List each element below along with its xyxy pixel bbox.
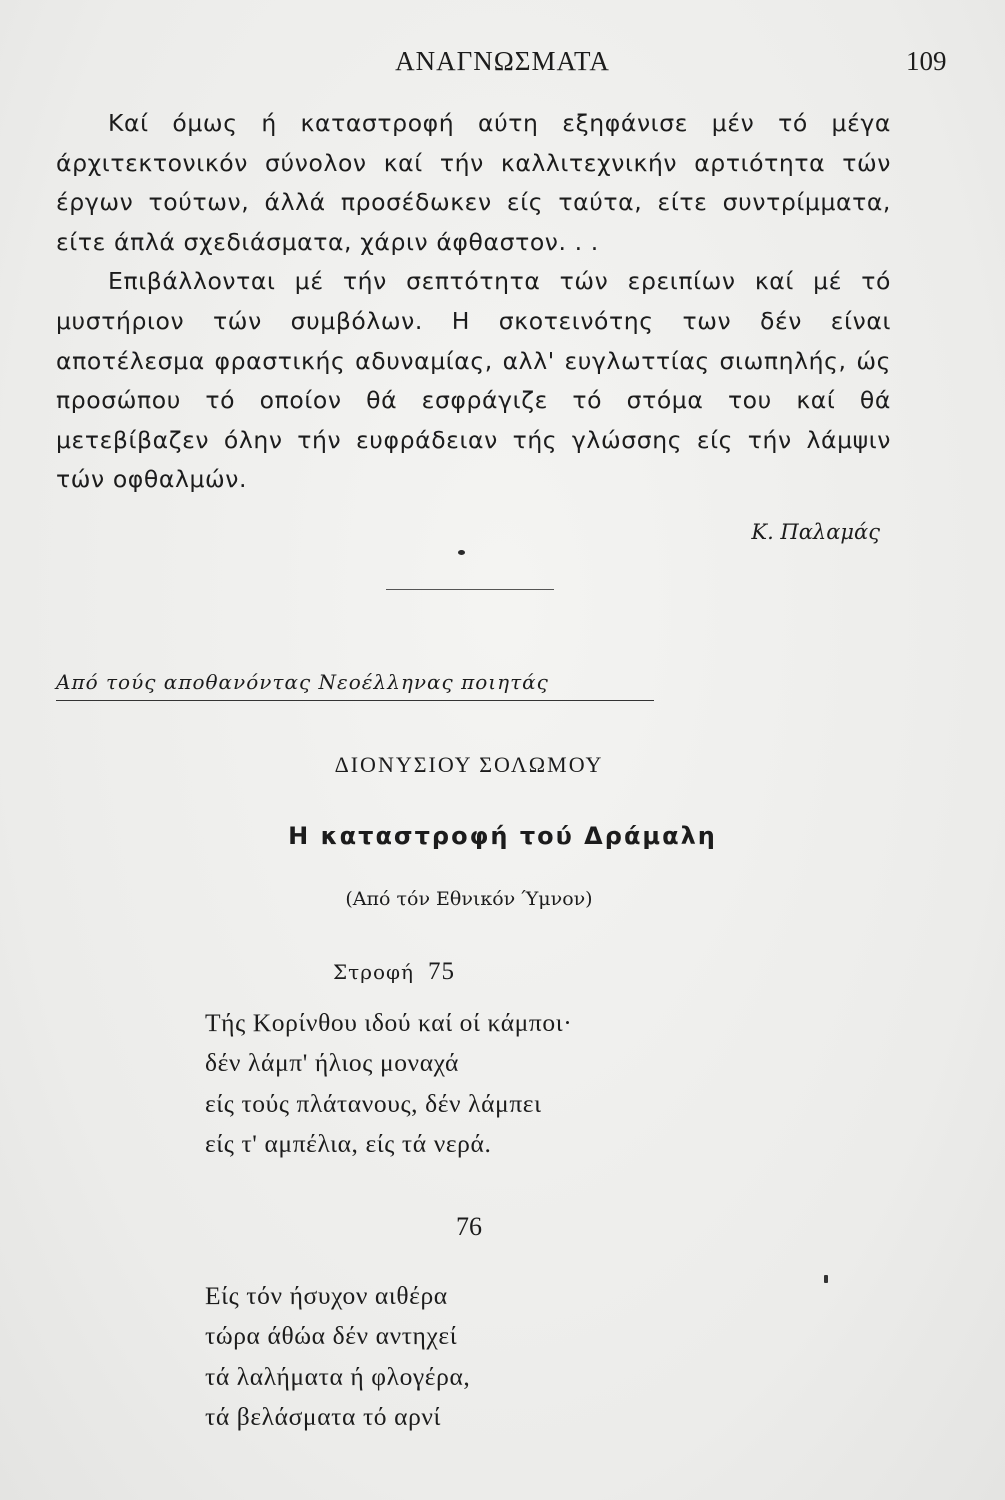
prose-paragraph-2: Επιβάλλονται μέ τήν σεπτότητα τών ερειπίων καί μέ τό μυστήριον τών συμβόλων. Η σκοτεινότης των δέν είναι αποτέλεσμα φραστικής αδυναμίας, αλλ' ευγλωττίας σιωπηλής, ώς προσώπου τό οποίον θά εσφράγιζε τό στόμα του καί θά μετεβίβαζεν όλην τήν ευφράδειαν τής γλώσσης είς τήν λάμψιν τών οφθαλμών. <box>56 267 891 494</box>
verse-line: είς τούς πλάτανους, δέν λάμπει <box>205 1088 542 1118</box>
author-signature: Κ. Παλαμάς <box>751 520 880 544</box>
verse-line: δέν λάμπ' ήλιος μοναχά <box>205 1048 459 1078</box>
section-divider <box>386 589 554 590</box>
anthology-source-line: Από τούς αποθανόντας Νεοέλληνας ποιητάς <box>56 670 654 701</box>
verse-line: τώρα άθώα δέν αντηχεί <box>205 1321 458 1351</box>
poet-name: ΔΙΟΝΥΣΙΟΥ ΣΟΛΩΜΟΥ <box>334 752 604 777</box>
verse-line: Είς τόν ήσυχον αιθέρα <box>205 1281 448 1310</box>
verse-line: Τής Κορίνθου ιδού καί οί κάμποι· <box>205 1008 573 1037</box>
verse-line: είς τ' αμπέλια, είς τά νερά. <box>205 1128 492 1158</box>
verse-line: τά βελάσματα τό αρνί <box>205 1401 441 1431</box>
poem-title: Η καταστροφή τού Δράμαλη <box>288 822 717 850</box>
page-number: 109 <box>906 46 947 76</box>
print-speck <box>824 1275 828 1283</box>
stanza-word: Στροφή <box>333 960 414 984</box>
verse-line: τά λαλήματα ή φλογέρα, <box>205 1361 471 1391</box>
prose-paragraph-1: Καί όμως ή καταστροφή αύτη εξηφάνισε μέν τό μέγα άρχιτεκτονικόν σύνολον καί τήν καλλιτεχνικήν αρτιότητα τών έργων τούτων, άλλά προσέδωκεν είς ταύτα, είτε συντρίμματα, είτε άπλά σχεδιάσματα, χάριν άφθαστον. . . <box>56 109 891 256</box>
stanza-2-number: 76 <box>456 1212 482 1241</box>
ornament-dot <box>458 550 465 555</box>
stanza-label <box>333 958 455 986</box>
poem-subtitle: (Από τόν Εθνικόν Ύμνον) <box>345 888 593 910</box>
running-title: ΑΝΑΓΝΩΣΜΑΤΑ <box>395 46 610 76</box>
stanza-1 <box>205 1003 572 1164</box>
stanza-1-number: 75 <box>428 958 455 985</box>
stanza-2 <box>205 1276 470 1437</box>
prose-excerpt <box>56 104 891 500</box>
